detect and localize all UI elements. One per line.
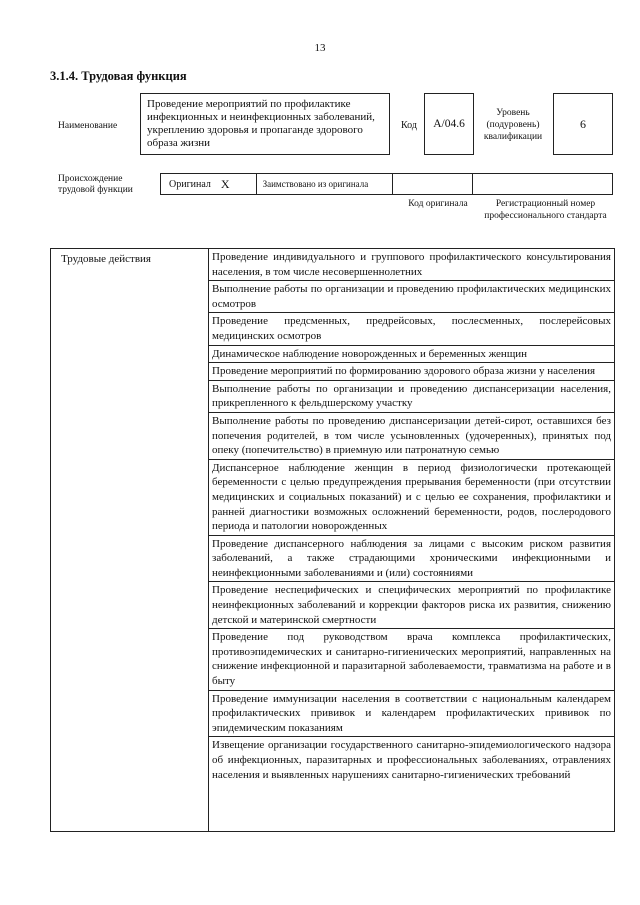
action-item: Проведение предсменных, предрейсовых, послесменных, послерейсовых медицинских осмотров [209,313,614,345]
level-value: 6 [580,116,586,131]
page-number: 13 [314,42,326,54]
action-item: Проведение иммунизации населения в соответствии с национальным календарем профилактических прививок и календарем профилактических прививок по эпидемическим показаниям [209,691,614,738]
level-box [553,93,613,155]
actions-label: Трудовые действия [51,249,209,831]
origin-borrowed-cell [257,174,393,194]
action-item: Выполнение работы по организации и проведению профилактических медицинских осмотров [209,281,614,313]
reg-number-label: Регистрационный номер профессионального стандарта [484,199,607,221]
name-label: Наименование [58,121,118,131]
function-name-value: Проведение мероприятий по профилактике инфекционных и неинфекционных заболеваний, укреплению здоровья и пропаганде здорового образа жизни [147,98,375,149]
code-label: Код [401,120,417,131]
section-title: 3.1.4. Трудовая функция [50,69,187,83]
action-item: Выполнение работы по проведению диспансеризации детей-сирот, оставшихся без попечения родителей, в том числе усыновленных (удочеренных), принятых под опеку (попечительство) в приемную или патронатную семью [209,413,614,460]
origin-original-cell [161,174,257,194]
function-name-box [140,93,390,155]
origin-code-cell [393,174,473,194]
actions-table [50,248,615,832]
action-item: Диспансерное наблюдение женщин в период физиологически протекающей беременности с целью предупреждения прерывания беременности (при отсутствии медицинских и социальных показаний) и с целью ее сохранения, профилактики и ранней диагностики возможных осложнений беременности, родов, послеродового периода и патологии новорожденных [209,460,614,536]
level-label: Уровень (подуровень) квалификации [483,108,543,142]
action-item: Проведение диспансерного наблюдения за лицами с высоким риском развития заболеваний, а также страдающими хроническими инфекционными и неинфекционными заболеваниями и (или) состояниями [209,536,614,583]
action-item: Проведение неспецифических и специфических мероприятий по профилактике неинфекционных заболеваний и коррекции факторов риска их развития, снижению детской и материнской смертности [209,582,614,629]
origin-original-label: Оригинал [169,178,211,190]
action-item: Выполнение работы по организации и проведению диспансеризации населения, прикрепленного к фельдшерскому участку [209,381,614,413]
code-value: A/04.6 [433,118,465,130]
origin-regnum-cell [473,174,612,194]
actions-list [209,249,614,831]
origin-label: Происхождение трудовой функции [58,174,133,195]
action-item: Динамическое наблюдение новорожденных и беременных женщин [209,346,614,364]
origin-row [160,173,613,195]
code-box [424,93,474,155]
origin-borrowed-label: Заимствовано из оригинала [262,179,369,189]
action-item: Извещение организации государственного санитарно-эпидемиологического надзора об инфекционных, паразитарных и профессиональных заболеваниях, отравлениях населения и выявленных нарушениях санитарно-гигиенических требований [212,739,611,781]
action-item: Проведение под руководством врача комплекса профилактических, противоэпидемических и санитарно-гигиенических мероприятий, направленных на снижение инфекционной и паразитарной заболеваемости, травматизма на работе и в быту [209,629,614,690]
action-item: Проведение мероприятий по формированию здорового образа жизни у населения [209,363,614,381]
code-original-label: Код оригинала [408,199,468,209]
origin-original-mark: X [220,176,230,191]
action-item: Проведение индивидуального и группового профилактического консультирования населения, в том числе несовершеннолетних [209,249,614,281]
